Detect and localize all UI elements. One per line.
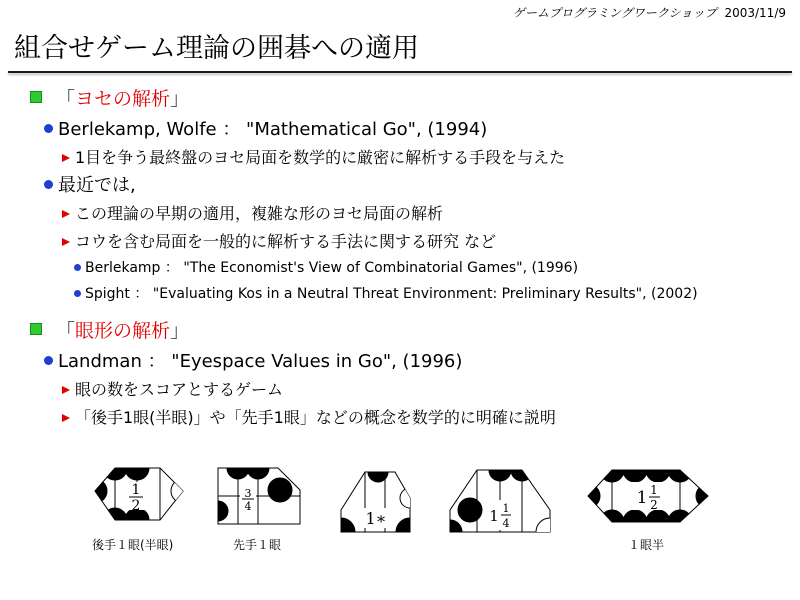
item-landman (44, 347, 462, 373)
title-rule (8, 71, 792, 73)
workshop-name: ゲームプログラミングワークショップ (512, 6, 717, 20)
section-close-bracket: 」 (170, 320, 190, 342)
caption-gote-half-eye: 後手１眼(半眼) (92, 538, 174, 552)
item-text: 最近では, (58, 175, 136, 196)
diagram-one-and-quarter (438, 462, 564, 542)
small-blue-dot-bullet (74, 264, 81, 271)
diagram-one-star (327, 462, 424, 542)
item-eye-concepts (62, 405, 556, 428)
section-yose-label: ヨセの解析 (75, 88, 171, 110)
section-open-bracket: 「 (56, 320, 76, 342)
item-text: 1目を争う最終盤のヨセ局面を数学的に厳密に解析する手段を与えた (75, 148, 566, 167)
diagram-one-and-half-eye (576, 462, 720, 534)
item-spight-2002 (74, 283, 698, 303)
value-label: 1∗ (365, 509, 387, 528)
item-berlekamp-wolfe (44, 115, 487, 141)
value-numerator: 1 (502, 502, 510, 515)
blue-dot-bullet (44, 124, 53, 133)
section-close-bracket: 」 (170, 88, 190, 110)
diagram-gote-half-eye (83, 462, 195, 532)
section-eyeshape-label: 眼形の解析 (75, 320, 171, 342)
item-text: 眼の数をスコアとするゲーム (75, 380, 284, 399)
blue-dot-bullet (44, 356, 53, 365)
caption-one-and-half-eye: １眼半 (628, 538, 665, 552)
section-eyeshape (30, 316, 189, 343)
item-berlekamp-1996 (74, 257, 578, 277)
value-denominator: 2 (131, 498, 141, 514)
item-text: この理論の早期の適用，複雑な形のヨセ局面の解析 (75, 204, 444, 223)
red-triangle-bullet (62, 386, 70, 394)
red-triangle-bullet (62, 154, 70, 162)
item-text: Berlekamp, Wolfe ： "Mathematical Go", (1994) (58, 119, 488, 140)
value-denominator: 4 (244, 500, 252, 513)
value-whole: 1 (489, 507, 499, 525)
small-blue-dot-bullet (74, 290, 81, 297)
item-text: 「後手1眼(半眼)」や「先手1眼」などの概念を数学的に明確に説明 (75, 408, 556, 427)
value-numerator: 1 (131, 482, 141, 498)
section-open-bracket: 「 (56, 88, 76, 110)
slide-title: 組合せゲーム理論の囲碁への適用 (14, 33, 419, 64)
caption-sente-eye: 先手１眼 (233, 538, 282, 552)
item-eye-score (62, 377, 283, 400)
red-triangle-bullet (62, 414, 70, 422)
item-text: Spight ： "Evaluating Kos in a Neutral Threat Environment: Preliminary Results", (2002) (85, 286, 698, 302)
item-yose-desc (62, 145, 565, 168)
slide-date: 2003/11/9 (724, 6, 786, 20)
item-text: コウを含む局面を一般的に解析する手法に関する研究 など (75, 232, 497, 251)
blue-dot-bullet (44, 180, 53, 189)
diagram-sente-eye (208, 462, 300, 524)
item-text: Landman ： "Eyespace Values in Go", (1996) (58, 351, 463, 372)
section-yose (30, 84, 189, 111)
item-early-application (62, 201, 443, 224)
slide-header (513, 4, 786, 21)
item-ko-research (62, 229, 496, 252)
value-numerator: 3 (244, 487, 252, 500)
green-square-bullet (30, 323, 42, 335)
item-recent (44, 171, 136, 197)
eyeshape-diagrams (80, 462, 720, 542)
red-triangle-bullet (62, 238, 70, 246)
value-denominator: 2 (650, 498, 658, 512)
value-numerator: 1 (650, 483, 658, 497)
value-denominator: 4 (502, 517, 510, 530)
red-triangle-bullet (62, 210, 70, 218)
item-text: Berlekamp ： "The Economist's View of Combinatorial Games", (1996) (85, 260, 579, 276)
green-square-bullet (30, 91, 42, 103)
value-whole: 1 (636, 488, 648, 508)
